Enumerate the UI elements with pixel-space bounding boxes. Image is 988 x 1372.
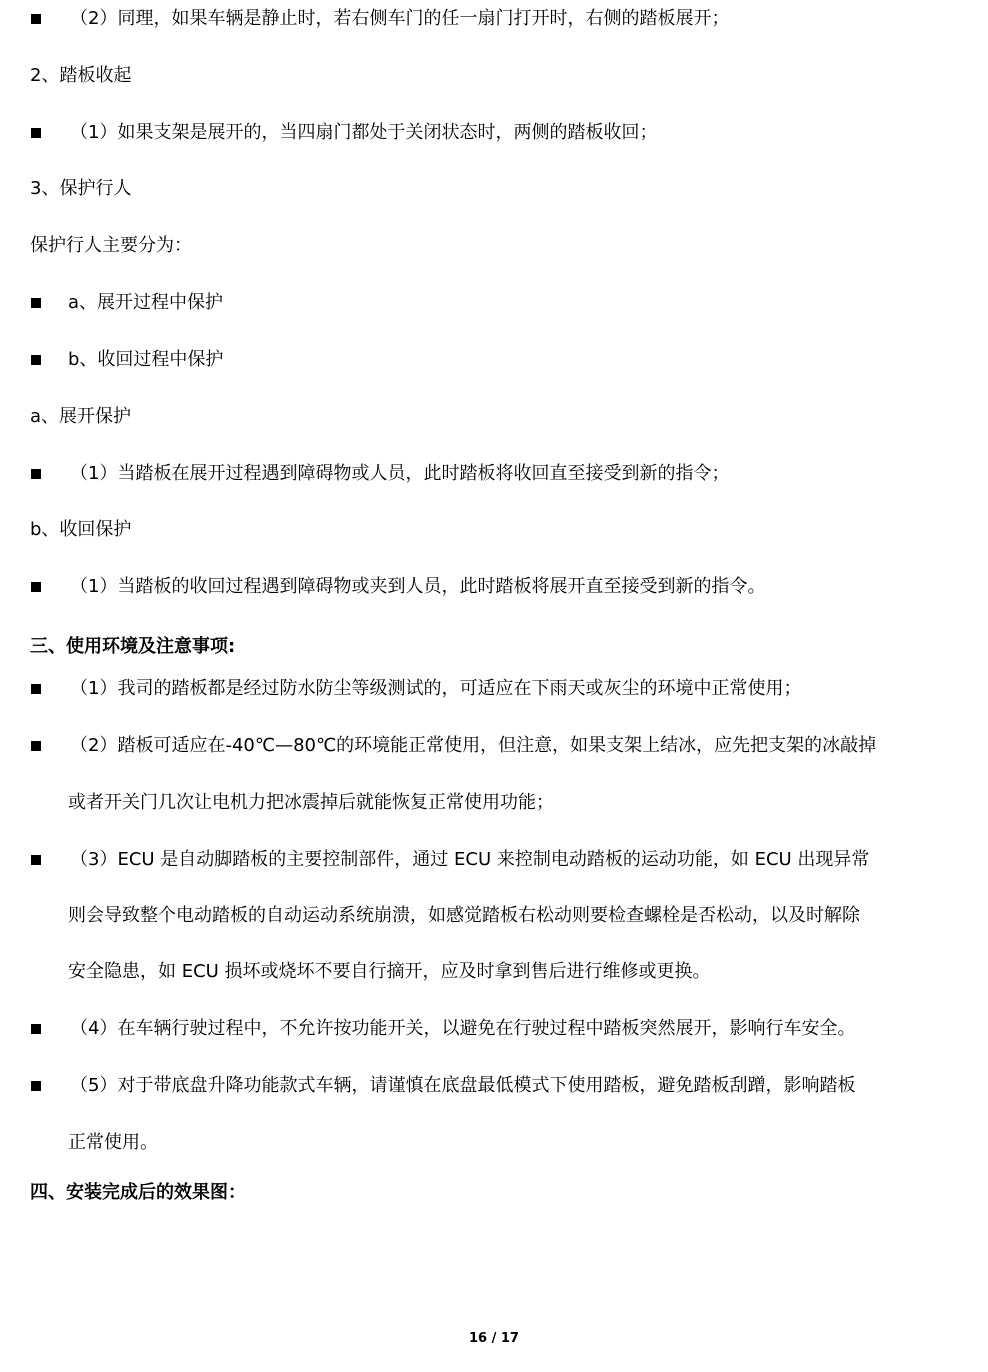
bullet-square-icon <box>31 14 41 24</box>
bullet-square-icon <box>31 1024 41 1034</box>
bullet-square-icon <box>31 582 41 592</box>
paragraph-continuation: 则会导致整个电动踏板的自动运动系统崩溃，如感觉踏板右松动则要检查螺栓是否松动，以及时解除 <box>68 905 860 926</box>
paragraph-bullet: （3）ECU 是自动脚踏板的主要控制部件，通过 ECU 来控制电动踏板的运动功能，如 ECU 出现异常 <box>70 849 870 870</box>
paragraph-protect-intro: 保护行人主要分为： <box>30 235 192 256</box>
bullet-square-icon <box>31 1081 41 1091</box>
paragraph-bullet: （1）我司的踏板都是经过防水防尘等级测试的，可适应在下雨天或灰尘的环境中正常使用； <box>70 678 802 699</box>
paragraph-bullet: （1）当踏板在展开过程遇到障碍物或人员，此时踏板将收回直至接受到新的指令； <box>70 463 730 484</box>
bullet-square-icon <box>31 128 41 138</box>
paragraph-bullet: （2）同理，如果车辆是静止时，若右侧车门的任一扇门打开时，右侧的踏板展开； <box>70 8 730 29</box>
paragraph-bullet: a、展开过程中保护 <box>68 292 224 313</box>
paragraph-continuation: 正常使用。 <box>68 1132 158 1153</box>
section-heading-result: 四、安装完成后的效果图： <box>30 1182 246 1203</box>
subsection-heading-deploy: a、展开保护 <box>30 406 132 427</box>
paragraph-continuation: 或者开关门几次让电机力把冰震掉后就能恢复正常使用功能； <box>68 792 554 813</box>
paragraph-bullet: b、收回过程中保护 <box>68 349 224 370</box>
paragraph-bullet: （5）对于带底盘升降功能款式车辆，请谨慎在底盘最低模式下使用踏板，避免踏板刮蹭，影响踏板 <box>70 1075 856 1096</box>
subsection-heading-retract: b、收回保护 <box>30 519 132 540</box>
paragraph-bullet: （1）如果支架是展开的，当四扇门都处于关闭状态时，两侧的踏板收回； <box>70 122 658 143</box>
page-number: 16 / 17 <box>469 1331 519 1346</box>
bullet-square-icon <box>31 469 41 479</box>
bullet-square-icon <box>31 741 41 751</box>
paragraph-continuation: 安全隐患，如 ECU 损坏或烧坏不要自行摘开，应及时拿到售后进行维修或更换。 <box>68 961 711 982</box>
section-heading-protect: 3、保护行人 <box>30 178 132 199</box>
bullet-square-icon <box>31 298 41 308</box>
section-heading-environment: 三、使用环境及注意事项: <box>30 636 236 657</box>
paragraph-bullet: （2）踏板可适应在-40℃—80℃的环境能正常使用，但注意，如果支架上结冰，应先把支架的冰敲掉 <box>70 735 877 756</box>
bullet-square-icon <box>31 855 41 865</box>
paragraph-bullet: （1）当踏板的收回过程遇到障碍物或夹到人员，此时踏板将展开直至接受到新的指令。 <box>70 576 766 597</box>
paragraph-bullet: （4）在车辆行驶过程中，不允许按功能开关，以避免在行驶过程中踏板突然展开，影响行车安全。 <box>70 1018 856 1039</box>
bullet-square-icon <box>31 684 41 694</box>
section-heading-retract: 2、踏板收起 <box>30 65 132 86</box>
bullet-square-icon <box>31 355 41 365</box>
